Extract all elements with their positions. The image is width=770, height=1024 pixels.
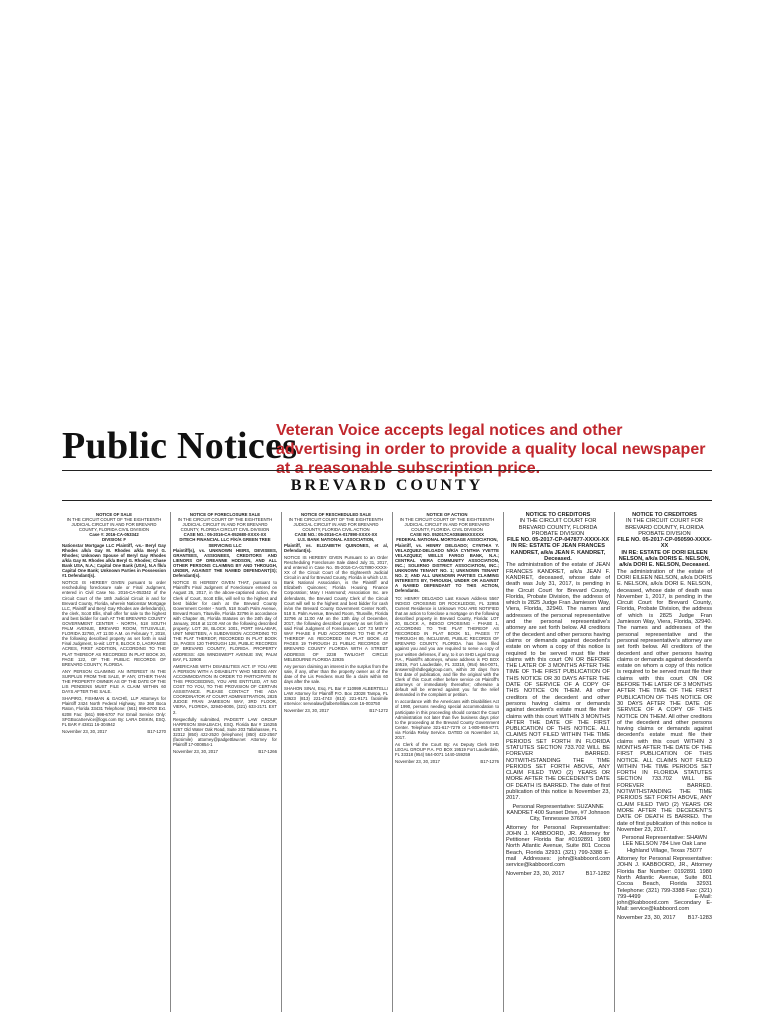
notice-caption: NOTICE OF SALE bbox=[95, 512, 133, 517]
notice-column-5 bbox=[506, 512, 610, 1012]
notice-case-number: CASE NO. 052017CA038465XXXXXX bbox=[409, 532, 485, 538]
notice-court: IN THE CIRCUIT COURT OF THE EIGHTEENTH JUDICIAL CIRCUIT IN AND FOR BREVARD COUNTY, FLORIDA. CIVIL DIVISION bbox=[399, 517, 495, 533]
notice-date: November 23, 30, 2017 bbox=[395, 759, 440, 765]
notice-body: NOTICE IS HEREBY GIVEN Pursuant to an Order Rescheduling Foreclosure Sale dated July 31, 2017, and entered in Case No. 05-2016-CA-017890-XXXX-XX of the Circuit Court of the Eighteenth Judicial Circuit in and for Brevard County, Florida in which U.S. Bank National Association, is the Plaintiff and Elizabeth Quinones; Florida Housing Finance Corporation; Mary I Hammond; Association Inc. are defendants, the Brevard County Clerk of the Circuit Court will sell to the highest and best bidder for cash in/on the Brevard County Government Center North, 518 S. Palm Avenue, Brevard Room, Titusville, Florida 32796 at 11:00 AM on the 13th day of December, 2017, the following described property as set forth in said Final Judgment of Foreclosure: LOT 73 MISTY WAY PHASE II PUD ACCORDING TO THE PLAT THEREOF AS RECORDED IN PLAT BOOK 43 PAGES 19 THROUGH 21 PUBLIC RECORDS OF BREVARD COUNTY FLORIDA WITH A STREET ADDRESS OF 2238 TWILIGHT CIRCLE MELBOURNE FLORIDA 32935 bbox=[284, 554, 388, 662]
notice-code: B17-1266 bbox=[258, 749, 277, 755]
header-tagline: Veteran Voice accepts legal notices and other advertising in order to provide a quality local newspaper at a reasonable subscription price. bbox=[276, 422, 706, 477]
page-title: Public Notices bbox=[62, 425, 298, 467]
column-divider bbox=[170, 512, 171, 1012]
notice-parties: Plaintiff, vs. ELIZABETH QUINONES, et al, Defendant(s). bbox=[284, 542, 388, 553]
notice-column-6 bbox=[617, 512, 712, 1012]
notice-caption: NOTICE OF RESCHEDULED SALE bbox=[301, 512, 371, 517]
notice-division: U.S. BANK NATIONAL ASSOCIATION, bbox=[297, 537, 375, 543]
notice-body: The administration of the estate of JEAN FRANCES KANDRET, a/k/a JEAN F. KANDRET, deceased, whose date of death was July 31, 2017, is pending in the Circuit Court for Brevard County, Florida, Probate Division, the address of which is 2825 Judge Fran Jamieson Way, Viera, Florida, 32940. The names and addresses of the personal representative and the personal representative's attorney are set forth below. All creditors of the decedent and other persons having claims or demands against decedent's estate on whom a copy of this notice is required to be served must file their claims with this court ON OR BEFORE THE LATER OF 3 MONTHS AFTER THE TIME OF THE FIRST PUBLICATION OF THIS NOTICE OR 30 DAYS AFTER THE DATE OF SERVICE OF A COPY OF THIS NOTICE ON THEM. All other creditors of the decedent and other persons having claims or demands against decedent's estate must file their claims with this court WITHIN 3 MONTHS AFTER THE DATE OF THE FIRST PUBLICATION OF THIS NOTICE. ALL CLAIMS NOT FILED WITHIN THE TIME PERIODS SET FORTH IN FLORIDA STATUTES SECTION 733.702 WILL BE FOREVER BARRED. NOTWITHSTANDING THE TIME PERIODS SET FORTH ABOVE, ANY CLAIM FILED TWO (2) YEARS OR MORE AFTER THE DECEDENT'S DATE OF DEATH IS BARRED. The date of first publication of this notice is November 23, 2017. bbox=[506, 562, 610, 802]
notice-firm: SHAPIRO, FISHMAN & GACHÉ, LLP Attorneys for Plaintiff 2424 North Federal Highway, Ste 360 Boca Raton, Florida 33431 Telephone: (561) 998-6700 Ext. 6208 Fax: (561) 998-6707 For Email Service Only: SFGBocaService@logs.com By: LARA DISKIN, ESQ. FL BAR # 43811 16-304942 bbox=[62, 696, 166, 727]
notice-body: The administration of the estate of DORI EILEEN NELSON, a/k/a DORIS E. NELSON, a/k/a DORI E. NELSON, deceased, whose date of death was November 1, 2017, is pending in the Circuit Court for Brevard County, Florida, Probate Division, the address of which is 2825 Judge Fran Jamieson Way, Viera, Florida, 32940. The names and addresses of the personal representative and the personal representative's attorney are set forth below. All creditors of the decedent and other persons having claims or demands against decedent's estate on whom a copy of this notice is required to be served must file their claims with this court ON OR BEFORE THE LATER OF 3 MONTHS AFTER THE TIME OF THE FIRST PUBLICATION OF THIS NOTICE OR 30 DAYS AFTER THE DATE OF SERVICE OF A COPY OF THIS NOTICE ON THEM. All other creditors of the decedent and other persons having claims or demands against decedent's estate must file their claims with this court WITHIN 3 MONTHS AFTER THE DATE OF THE FIRST PUBLICATION OF THIS NOTICE. ALL CLAIMS NOT FILED WITHIN THE TIME PERIODS SET FORTH IN FLORIDA STATUTES SECTION 733.702 WILL BE FOREVER BARRED. NOTWITHSTANDING THE TIME PERIODS SET FORTH ABOVE, ANY CLAIM FILED TWO (2) YEARS OR MORE AFTER THE DECEDENT'S DATE OF DEATH IS BARRED. The date of first publication of this notice is November 23, 2017. bbox=[617, 568, 712, 833]
notice-firm: Attorney for Personal Representative: JOHN J. KABBOORD, JR., Attorney Florida Bar Number: 0192891 1980 North Atlantic Avenue, Suite 801 Cocoa Beach, Florida 32931 Telephone: (321) 799-3388 Fax: (321) 799-4499 E-Mail: john@kabboord.com Secondary E-Mail: service@kabboord.com bbox=[617, 856, 712, 913]
notice-date: November 23, 30, 2017 bbox=[506, 870, 565, 877]
column-divider bbox=[503, 512, 504, 1012]
notice-firm: Respectfully submitted, PADGETT LAW GROUP HARRISON SMALBACH, ESQ. Florida Bar # 116255 6267 Old Water Oak Road, Suite 203 Tallahassee, FL 32312 (850) 422-2520 (telephone) (850) 422-2567 (facsimile) attorney@padgettlaw.net Attorney for Plaintiff 17-000854-1 bbox=[173, 716, 277, 748]
notice-body: NOTICE IS HEREBY GIVEN pursuant to order rescheduling foreclosure sale or Final Judgment, entered in Civil Case No. 2016-CA-053342 of the Circuit Court of the 18th Judicial Circuit in and for Brevard County, Florida, wherein Nationstar Mortgage LLC, Plaintiff and Beryl Gay Rhodes are defendant(s), the clerk, Scott Ellis, shall offer for sale to the highest and best bidder for cash AT THE BREVARD COUNTY GOVERNMENT CENTER - NORTH, 518 SOUTH PALM AVENUE, BREVARD ROOM, TITUSVILLE, FLORIDA 32780, AT 11:00 A.M. on February 7, 2018, the following described property as set forth in said Final Judgment, to-wit: LOT 8, BLOCK D, LAGRANGE ACRES, FIRST ADDITION, ACCORDING TO THE PLAT THEREOF AS RECORDED IN PLAT BOOK 20, PAGE 122, OF THE PUBLIC RECORDS OF BREVARD COUNTY, FLORIDA. bbox=[62, 580, 166, 667]
notice-firm: As Clerk of the Court By: As Deputy Clerk SHD LEGAL GROUP P.A. PO BOX 19519 Fort Lauderdale, FL 33318 (954) 564-0071 1440-159259 bbox=[395, 742, 499, 758]
notice-court: IN THE CIRCUIT COURT FOR BREVARD COUNTY, FLORIDA PROBATE DIVISION bbox=[518, 518, 598, 537]
notice-columns bbox=[62, 512, 712, 1012]
notice-body: NOTICE IS HEREBY GIVEN THAT, pursuant to Plaintiff's Final Judgment of Foreclosure entered on August 25, 2017, in the above-captioned action, the Clerk of Court, Scott Ellis, will sell to the highest and best bidder for cash at the Brevard County Government Center - North, 518 South Palm Avenue, Brevard Room, Titusville, Florida 32796 in accordance with Chapter 45, Florida Statutes on the 24th day of January, 2018 at 11:00 AM on the following described property: LOT 28, BLOCK 1001, PORT MALABAR, UNIT NINETEEN, A SUBDIVISION ACCORDING TO THE PLAT THEREOF, RECORDED IN PLAT BOOK 15, PAGES 120 THROUGH 128, PUBLIC RECORDS OF BREVARD COUNTY, FLORIDA. PROPERTY ADDRESS: 426 WINDSWEPT AVENUE SW, PALM BAY, FL 32908 bbox=[173, 580, 277, 662]
notice-caption: NOTICE TO CREDITORS bbox=[525, 512, 591, 518]
notice-code: B17-1283 bbox=[687, 914, 712, 921]
column-divider bbox=[392, 512, 393, 1012]
notice-footer bbox=[62, 729, 166, 734]
notice-division: FEDERAL NATIONAL MORTGAGE ASSOCIATION, bbox=[396, 537, 498, 543]
notice-column-3 bbox=[284, 512, 388, 1012]
notice-footer bbox=[617, 915, 712, 921]
notice-case-number: FILE NO. 05-2017-CP-050590-XXXX-XX bbox=[617, 537, 712, 550]
notice-body-2: Personal Representative: SUZANNE KANDRET 400 Sunset Drive, #7 Johnson City, Tennessee 37604 bbox=[506, 803, 610, 823]
notice-column-4 bbox=[395, 512, 499, 1012]
notice-court: IN THE CIRCUIT COURT OF THE EIGHTEENTH JUDICIAL CIRCUIT IN AND FOR BREVARD COUNTY, FLORIDA CIRCUIT CIVIL DIVISION bbox=[177, 517, 273, 533]
notice-division: IN RE: ESTATE OF JEAN FRANCES KANDRET, a/k/a JEAN F. KANDRET, Deceased. bbox=[510, 543, 606, 563]
notice-court: IN THE CIRCUIT COURT OF THE EIGHTEENTH JUDICIAL CIRCUIT IN AND FOR BREVARD COUNTY, FLORIDA CIVIL DIVISION bbox=[66, 517, 162, 533]
notice-body: TO: HENRY DELGADO Last Known Address 5567 INDIGO CROSSING DR ROCKLEDGE, FL 32955 Current Residence is Unknown YOU ARE NOTIFIED that an action to foreclose a mortgage on the following described property in Brevard County, Florida: LOT 20, BLOCK A, INDIGO CROSSING - PHASE 1, ACCORDING TO THE PLAT THEREOF AS RECORDED IN PLAT BOOK 51, PAGES 77 THROUGH 80, INCLUSIVE, PUBLIC RECORDS OF BREVARD COUNTY, FLORIDA. has been filed against you and you are required to serve a copy of your written defenses, if any, to it on SHD Legal Group P.A., Plaintiff's attorneys, whose address is PO BOX 19519, Fort Lauderdale, FL 33318, (954) 564-0071, answers@shdlegalgroup.com, within 30 days from first date of publication, and file the original with the Clerk of this Court either before service on Plaintiff's attorneys or immediately thereafter; otherwise a default will be entered against you for the relief demanded in the complaint or petition. bbox=[395, 595, 499, 698]
notice-footer bbox=[506, 871, 610, 877]
notice-caption: NOTICE OF FORECLOSURE SALE bbox=[189, 512, 261, 517]
notice-body-2: Personal Representative: SHAWN LEE NELSON 784 Live Oak Lane Highland Village, Texas 75077 bbox=[622, 835, 707, 854]
notice-footer bbox=[284, 708, 388, 713]
column-divider bbox=[281, 512, 282, 1012]
county-heading: BREVARD COUNTY bbox=[290, 477, 484, 494]
column-divider bbox=[614, 512, 615, 1012]
notice-division: DIVISION: F bbox=[101, 537, 127, 543]
notice-body-2: In accordance with the Americans with Disabilities Act of 1990, persons needing special accommodation to participate in this proceeding should contact the Court Administration not later than five business days prior to the proceeding at the Brevard County Government Center. Telephone 321-617-7279 or 1-800-955-8771 via Florida Relay Service. DATED on November 14, 2017. bbox=[395, 699, 499, 741]
notice-division: IN RE: ESTATE OF DORI EILEEN NELSON, a/k/a DORIS E. NELSON, a/k/a DORI E. NELSON, Deceased. bbox=[618, 549, 711, 569]
notice-date: November 23, 30, 2017 bbox=[617, 914, 676, 921]
notice-code: B17-1282 bbox=[585, 870, 610, 877]
notice-case-number: Case #: 2016-CA-053342 bbox=[89, 532, 139, 538]
notice-caption: NOTICE TO CREDITORS bbox=[632, 512, 697, 518]
notice-body-2: ANY PERSON CLAIMING AN INTEREST IN THE SURPLUS FROM THE SALE, IF ANY, OTHER THAN THE PROPERTY OWNER AS OF THE DATE OF THE LIS PENDENS MUST FILE A CLAIM WITHIN 60 DAYS AFTER THE SALE. bbox=[62, 668, 166, 695]
notice-date: November 23, 30, 2017 bbox=[173, 749, 218, 755]
notice-footer bbox=[173, 749, 277, 754]
notice-parties: Plaintiff(s), vs. UNKNOWN HEIRS, DEVISEES, GRANTEES, ASSIGNEES, CREDITORS AND LIENORS OF DREANNE HODSON, AND ALL OTHER PERSONS CLAIMING BY AND THROUGH, UNDER, AGAINST THE NAMED DEFENDANT(S); Defendant(s). bbox=[173, 547, 277, 579]
notice-caption: NOTICE OF ACTION bbox=[426, 512, 468, 517]
notice-case-number: FILE NO. 05-2017-CP-047877-XXXX-XX bbox=[507, 537, 609, 544]
notice-firm: SHAHON SINAI, Esq. FL Bar # 110999 ALBERTELLI LAW Attorney for Plaintiff P.O. Box 23028 Tampa, FL 33623 (813) 221-4743 (813) 221-9171 facsimile eService: servealaw@albertellilaw.com 16-003750 bbox=[284, 686, 388, 707]
notice-parties: Nationstar Mortgage LLC Plaintiff, -vs.- Beryl Gay Rhodes a/k/a Gay M. Rhodes a/k/a Beryl G. Rhodes; Unknown Spouse of Beryl Gay Rhodes a/k/a Gay M. Rhodes a/k/a Beryl G. Rhodes; Chase Bank USA, N.A.; Capital One Bank (USA), N.A f/k/a Capital One Bank; Unknown Parties in Possession #1 Defendant(s). bbox=[62, 542, 166, 579]
notice-body-2: Any person claiming an interest in the surplus from the sale, if any, other than the property owner as of the date of the Lis Pendens must file a claim within 60 days after the sale. bbox=[284, 663, 388, 684]
notice-column-1 bbox=[62, 512, 166, 1012]
notice-code: B17-1276 bbox=[480, 759, 499, 765]
notice-parties: Plaintiff, vs. HENRY DELGADO; CYNTHIA Y. VELAZQUEZ-DELGADO N/K/A CYNTHIA YVETTE VELAZQUEZ; WELLS FARGO BANK, N.A.; CENTRAL VIERA COMMUNITY ASSOCIATION, INC.; SOLERNO DISTRICT ASSOCIATION, INC.; UNKNOWN TENANT NO. 1; UNKNOWN TENANT NO. 2; AND ALL UNKNOWN PARTIES CLAIMING INTERESTS BY, THROUGH, UNDER OR AGAINST A NAMED DEFENDANT TO THIS ACTION, Defendants. bbox=[395, 542, 499, 594]
public-notices-header bbox=[62, 418, 712, 477]
divider-rule-top bbox=[62, 470, 712, 471]
divider-rule-bottom bbox=[62, 500, 712, 501]
notice-body-2: AMERICANS WITH DISABILITIES ACT. IF YOU ARE A PERSON WITH A DISABILITY WHO NEEDS ANY ACCOMMODATION IN ORDER TO PARTICIPATE IN THIS PROCEEDING, YOU ARE ENTITLED, AT NO COST TO YOU, TO THE PROVISION OF CERTAIN ASSISTANCE. PLEASE CONTACT THE ADA COORDINATOR AT COURT ADMINISTRATION, 2825 JUDGE FRAN JAMIESON WAY, 3RD FLOOR, VIERA, FLORIDA, 32940-8006, (321) 633-2171 EXT 2. bbox=[173, 663, 277, 715]
notice-code: B17-1272 bbox=[369, 708, 388, 714]
notice-code: B17-1270 bbox=[147, 728, 166, 734]
notice-date: November 23, 30, 2017 bbox=[62, 728, 107, 734]
notice-court: IN THE CIRCUIT COURT FOR BREVARD COUNTY, FLORIDA PROBATE DIVISION bbox=[625, 518, 704, 537]
notice-division: DITECH FINANCIAL LLC F/K/A GREEN TREE SERVICING LLC bbox=[179, 537, 271, 548]
notice-court: IN THE CIRCUIT COURT OF THE EIGHTEENTH JUDICIAL CIRCUIT IN AND FOR BREVARD COUNTY, FLORIDA CIVIL ACTION bbox=[288, 517, 384, 533]
notice-case-number: CASE NO.: 05-2016-CA-052680-XXXX-XX bbox=[183, 532, 267, 538]
notice-firm: Attorney for Personal Representative: JOHN J. KABBOORD, JR. Attorney for Petitioner Florida Bar #0192891 1980 North Atlantic Avenue, Suite 801 Cocoa Beach, Florida 32931 (321) 799-3388 E-mail Addresses: john@kabboord.com service@kabboord.com bbox=[506, 824, 610, 869]
notice-case-number: CASE NO.: 05-2016-CA-017890-XXXX-XX bbox=[294, 532, 378, 538]
notice-footer bbox=[395, 759, 499, 764]
notice-column-2 bbox=[173, 512, 277, 1012]
notice-date: November 23, 30, 2017 bbox=[284, 708, 329, 714]
